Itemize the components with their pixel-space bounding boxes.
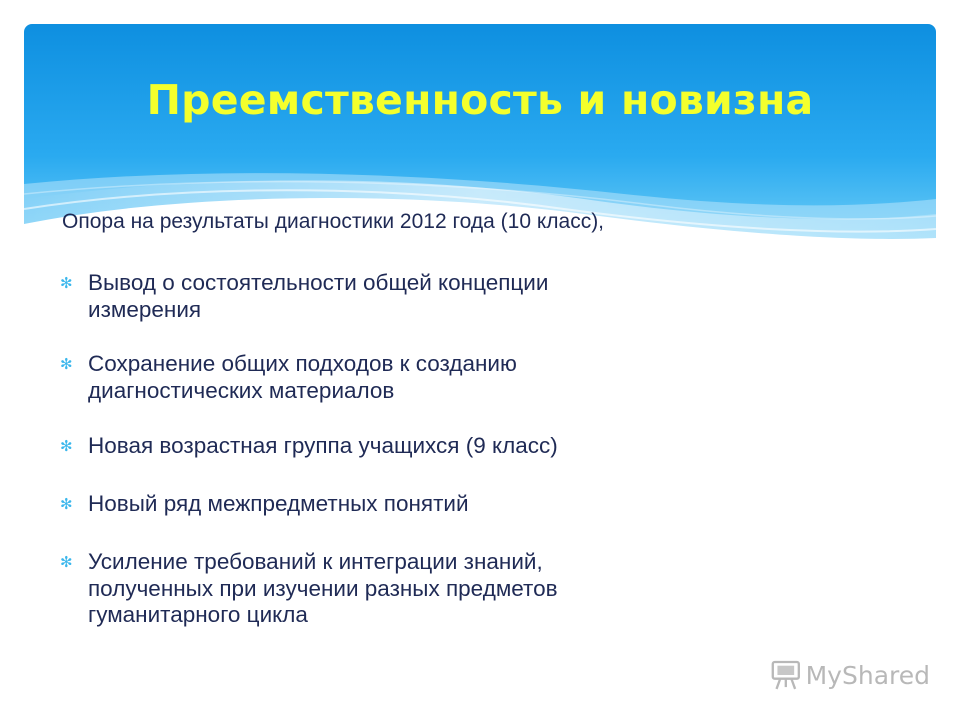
asterisk-bullet-icon: ✻ (60, 438, 73, 455)
bullet-line: измерения (88, 296, 202, 322)
asterisk-bullet-icon: ✻ (60, 275, 73, 292)
bullet-line: Вывод о состоятельности общей концепции (88, 270, 549, 295)
bullet-item (60, 351, 780, 404)
asterisk-bullet-icon: ✻ (60, 495, 73, 513)
bullet-item (60, 549, 780, 629)
bullet-item (60, 270, 780, 323)
asterisk-bullet-icon: ✻ (60, 356, 73, 373)
bullet-line: гуманитарного цикла (88, 602, 308, 627)
slide-title: Преемственность и новизна (146, 76, 814, 124)
bullet-line: полученных при изучении разных предметов (88, 575, 558, 601)
bullet-item (60, 433, 780, 460)
bullet-list (60, 270, 780, 629)
bullet-item (60, 491, 780, 518)
watermark-logo (770, 655, 930, 695)
bullet-line: Усиление требований к интеграции знаний, (88, 549, 543, 574)
intro-text: Опора на результаты диагностики 2012 года (10 класс), (62, 210, 605, 233)
bullet-line: Новый ряд межпредметных понятий (88, 490, 469, 516)
bullet-line: Сохранение общих подходов к созданию (88, 351, 517, 376)
watermark-text: MyShared (805, 660, 930, 690)
bullet-line: Новая возрастная группа учащихся (9 класс) (88, 433, 558, 458)
asterisk-bullet-icon: ✻ (60, 554, 73, 571)
bullet-line: диагностических материалов (88, 377, 395, 403)
projector-board-icon (770, 658, 802, 692)
